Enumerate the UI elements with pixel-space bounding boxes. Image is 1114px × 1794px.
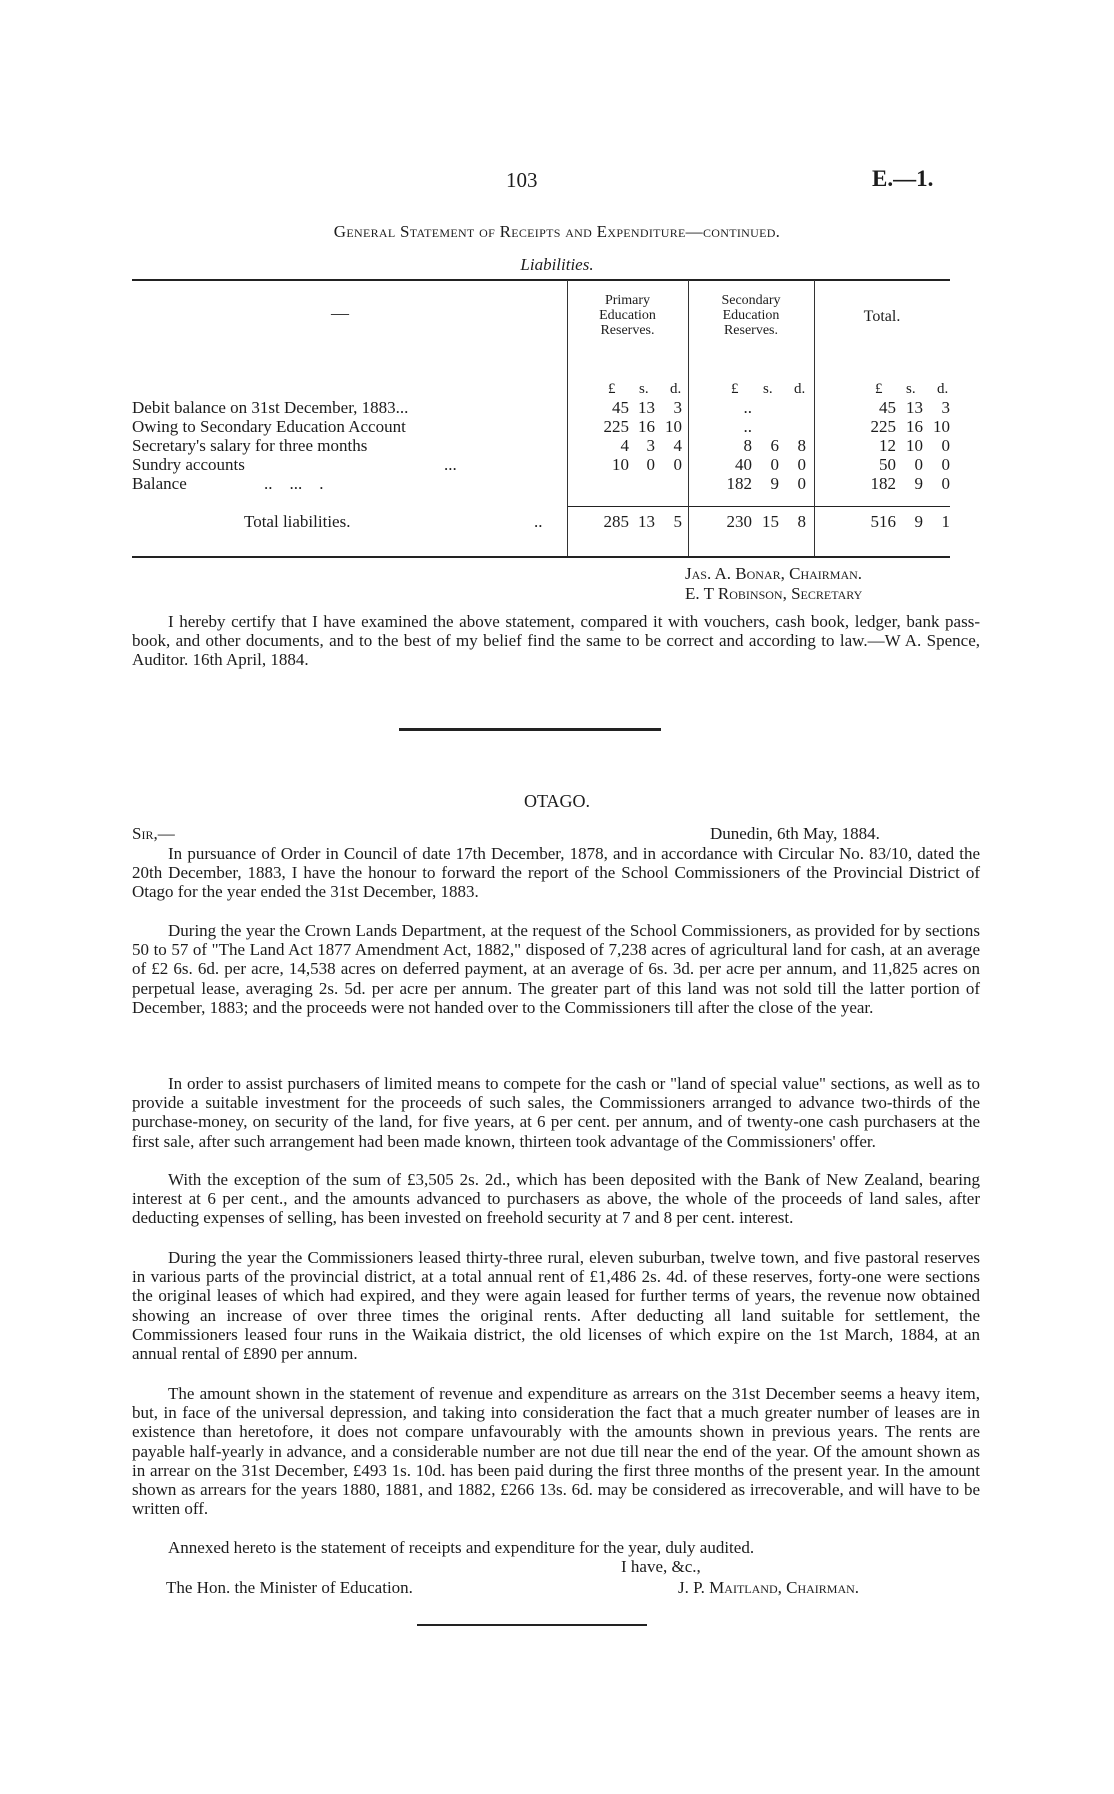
primary-total-cell: 5 [673, 512, 682, 531]
row-label: Owing to Secondary Education Account [132, 417, 406, 436]
leader-dots: .. [534, 512, 543, 531]
secondary-amount-cell: 9 [770, 474, 779, 493]
secretary-signature: E. T Robinson, Secretary [685, 584, 863, 603]
total-total-cell: 1 [941, 512, 950, 531]
end-divider [417, 1624, 647, 1626]
section-title: Liabilities. [520, 255, 594, 274]
table-top-rule [132, 279, 950, 281]
place-date: Dunedin, 6th May, 1884. [710, 824, 880, 843]
primary-amount-cell: 4 [673, 436, 682, 455]
letter-paragraph: In pursuance of Order in Council of date 17th December, 1878, and in accordance with Circular No. 83/10, dated the 20th December, 1883, I have the honour to forward the report of the School Commissioners of the Provincial District of Otago for the year ended the 31st December, 1883. [132, 844, 980, 902]
row-label: Secretary's salary for three months [132, 436, 368, 455]
secondary-amount-cell: 40 [735, 455, 752, 474]
secondary-amount-cell: .. [743, 398, 752, 417]
secondary-amount-cell: .. [743, 417, 752, 436]
total-amount-cell: 12 [879, 436, 896, 455]
primary-amount-cell: 10 [665, 417, 682, 436]
section-heading: OTAGO. [523, 791, 591, 811]
total-amount-cell: 0 [941, 474, 950, 493]
primary-amount-cell: 3 [673, 398, 682, 417]
page-number: 103 [506, 168, 538, 192]
secondary-total-cell: 15 [762, 512, 779, 531]
total-amount-cell: 10 [906, 436, 923, 455]
row-label: Sundry accounts [132, 455, 245, 474]
document-code: E.—1. [872, 166, 934, 191]
column-header-secondary: Secondary Education Reserves. [721, 293, 781, 338]
secondary-amount-cell: 8 [743, 436, 752, 455]
total-amount-cell: 3 [941, 398, 950, 417]
letter-paragraph: The amount shown in the statement of revenue and expenditure as arrears on the 31st December seems a heavy item, but, in face of the universal depression, and taking into consideration the fact that a much greater number of leases are in existence than heretofore, it does not compare unfavourably with the amounts shown in previous years. The rents are payable half-yearly in advance, and a considerable number are not due till near the end of the year. Of the amount shown as in arrear on the 31st December, £493 1s. 10d. has been paid during the first three months of the present year. In the amount shown as arrears for the years 1880, 1881, and 1882, £266 13s. 6d. may be considered as irrecoverable, and will have to be written off. [132, 1384, 980, 1519]
primary-total-cell: 13 [638, 512, 655, 531]
leader-dots: ... [444, 455, 457, 474]
primary-amount-cell: 3 [646, 436, 655, 455]
letter-paragraph: During the year the Commissioners leased thirty-three rural, eleven suburban, twelve town, and five pastoral reserves in various parts of the provincial district, at a total annual rent of £1,486 2s. 4d. of these reserves, forty-one were sections the original leases of which had expired, and they were again leased for further terms of years, the revenue now obtained showing an increase of over three times the original rents. After deducting all land suitable for settlement, the Commissioners leased four runs in the Waikaia district, the old licenses of which expire on the 1st March, 1884, at an annual rental of £890 per annum. [132, 1248, 980, 1364]
statement-title: General Statement of Receipts and Expenditure—continued. [333, 222, 781, 241]
secondary-amount-cell: 8 [797, 436, 806, 455]
total-total-cell: 9 [914, 512, 923, 531]
primary-amount-cell: 16 [638, 417, 655, 436]
total-amount-cell: 50 [879, 455, 896, 474]
total-row-label: Total liabilities. [244, 512, 351, 531]
addressee: The Hon. the Minister of Education. [166, 1578, 413, 1597]
column-header-dash: — [331, 303, 349, 323]
section-divider [399, 728, 661, 731]
row-label: Debit balance on 31st December, 1883... [132, 398, 409, 417]
column-header-total: Total. [863, 308, 901, 325]
letter-paragraph: During the year the Crown Lands Department, at the request of the School Commissioners, as provided for by sections 50 to 57 of "The Land Act 1877 Amendment Act, 1882," disposed of 7,238 acres of agricultural land for cash, at an average of £2 6s. 6d. per acre, 14,538 acres on deferred payment, at an average of 6s. 3d. per acre per annum, and 11,825 acres on perpetual lease, averaging 2s. 5d. per acre per annum. The greater part of this land was not sold till the latter portion of December, 1883; and the proceeds were not handed over to the Commissioners till after the close of the year. [132, 921, 980, 1017]
total-amount-cell: 9 [914, 474, 923, 493]
primary-amount-cell: 13 [638, 398, 655, 417]
secondary-amount-cell: 0 [797, 474, 806, 493]
total-amount-cell: 0 [941, 455, 950, 474]
total-amount-cell: 0 [941, 436, 950, 455]
letter-paragraph: With the exception of the sum of £3,505 2s. 2d., which has been deposited with the Bank of New Zealand, bearing interest at 6 per cent., and the amounts advanced to purchasers as above, the whole of the proceeds of land sales, after deducting expenses of selling, has been invested on freehold security at 7 and 8 per cent. interest. [132, 1170, 980, 1228]
primary-amount-cell: 4 [620, 436, 629, 455]
row-label: Balance [132, 474, 187, 493]
secondary-total-cell: 8 [797, 512, 806, 531]
letter-paragraph: In order to assist purchasers of limited means to compete for the cash or "land of special value" sections, as well as to provide a suitable investment for the proceeds of such sales, the Commissioners arranged to advance two-thirds of the purchase-money, on security of the land, for five years, at 6 per cent. per annum, and of twenty-one cash purchasers at the first sale, after such arrangement had been made known, thirteen took advantage of the Commissioners' offer. [132, 1074, 980, 1151]
primary-amount-cell: 0 [646, 455, 655, 474]
signatory: J. P. Maitland, Chairman. [678, 1578, 860, 1597]
leader-dots: .. ... . [264, 474, 324, 493]
certification-paragraph: I hereby certify that I have examined the above statement, compared it with vouchers, cash book, ledger, bank pass-book, and other documents, and to the best of my belief find the same to be correct and according to law.—W A. Spence, Auditor. 16th April, 1884. [132, 612, 980, 670]
letter-paragraph: Annexed hereto is the statement of receipts and expenditure for the year, duly audited. [168, 1538, 755, 1557]
secondary-amount-cell: 0 [797, 455, 806, 474]
total-amount-cell: 45 [879, 398, 896, 417]
secondary-total-cell: 230 [726, 512, 752, 531]
salutation: Sir,— [132, 824, 175, 843]
secondary-amount-cell: 0 [770, 455, 779, 474]
secondary-amount-cell: 182 [726, 474, 752, 493]
secondary-amount-cell: 6 [770, 436, 779, 455]
closing: I have, &c., [621, 1557, 701, 1576]
primary-amount-cell: 45 [612, 398, 629, 417]
chairman-signature: Jas. A. Bonar, Chairman. [685, 564, 863, 583]
total-amount-cell: 10 [933, 417, 950, 436]
primary-amount-cell: 0 [673, 455, 682, 474]
column-header-primary: Primary Education Reserves. [599, 293, 656, 338]
total-amount-cell: 225 [870, 417, 896, 436]
primary-amount-cell: 225 [603, 417, 629, 436]
primary-amount-cell: 10 [612, 455, 629, 474]
primary-total-cell: 285 [603, 512, 629, 531]
total-amount-cell: 16 [906, 417, 923, 436]
total-amount-cell: 0 [914, 455, 923, 474]
total-amount-cell: 13 [906, 398, 923, 417]
total-total-cell: 516 [870, 512, 896, 531]
table-bottom-rule [132, 556, 950, 558]
total-amount-cell: 182 [870, 474, 896, 493]
total-rule [567, 506, 950, 507]
